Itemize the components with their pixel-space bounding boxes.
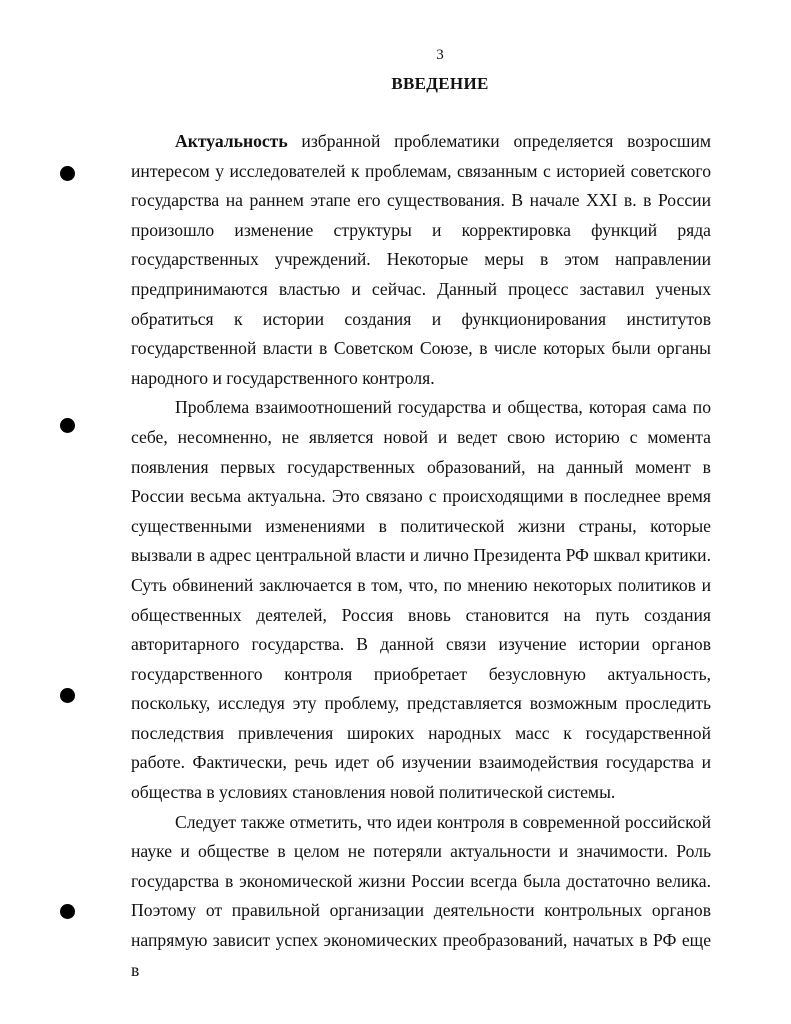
- paragraph: [131, 393, 711, 807]
- paragraph-text: Проблема взаимоотношений государства и общества, которая сама по себе, несомненно, не является новой и ведет свою историю с момента появления первых государственных образований, на данный момент в России весьма актуальна. Это связано с происходящими в последнее время существенными изменениями в политической жизни страны, которые вызвали в адрес центральной власти и лично Президента РФ шквал критики. Суть обвинений заключается в том, что, по мнению некоторых политиков и общественных деятелей, Россия вновь становится на путь создания авторитарного государства. В данной связи изучение истории органов государственного контроля приобретает безусловную актуальность, поскольку, исследуя эту проблему, представляется возможным проследить последствия привлечения широких народных масс к государственной работе. Фактически, речь идет об изучении взаимодействия государства и общества в условиях становления новой политической системы.: [131, 397, 711, 803]
- paragraph-lead: Актуальность: [175, 131, 288, 151]
- page-title: ВВЕДЕНИЕ: [391, 74, 489, 93]
- paragraph-text: Следует также отметить, что идеи контроля в современной российской науке и обществе в целом не потеряли актуальности и значимости. Роль государства в экономической жизни России всегда была достаточно велика. Поэтому от правильной организации деятельности контрольных органов напрямую зависит успех экономических преобразований, начатых в РФ еще в: [131, 811, 711, 980]
- paragraph-text: избранной проблематики определяется возросшим интересом у исследователей к проблемам, связанным с историей советского государства на раннем этапе его существования. В начале XXI в. в России произошло изменение структуры и корректировка функций ряда государственных учреждений. Некоторые меры в этом направлении предпринимаются властью и сейчас. Данный процесс заставил ученых обратиться к истории создания и функционирования институтов государственной власти в Советском Союзе, в числе которых были органы народного и государственного контроля.: [131, 131, 711, 388]
- punch-hole-marker: [60, 904, 75, 919]
- punch-hole-marker: [60, 166, 75, 181]
- paragraph: [131, 127, 711, 393]
- document-body: [131, 127, 711, 985]
- punch-hole-marker: [60, 688, 75, 703]
- punch-hole-marker: [60, 418, 75, 433]
- paragraph: [131, 808, 711, 986]
- page-number: 3: [436, 47, 444, 63]
